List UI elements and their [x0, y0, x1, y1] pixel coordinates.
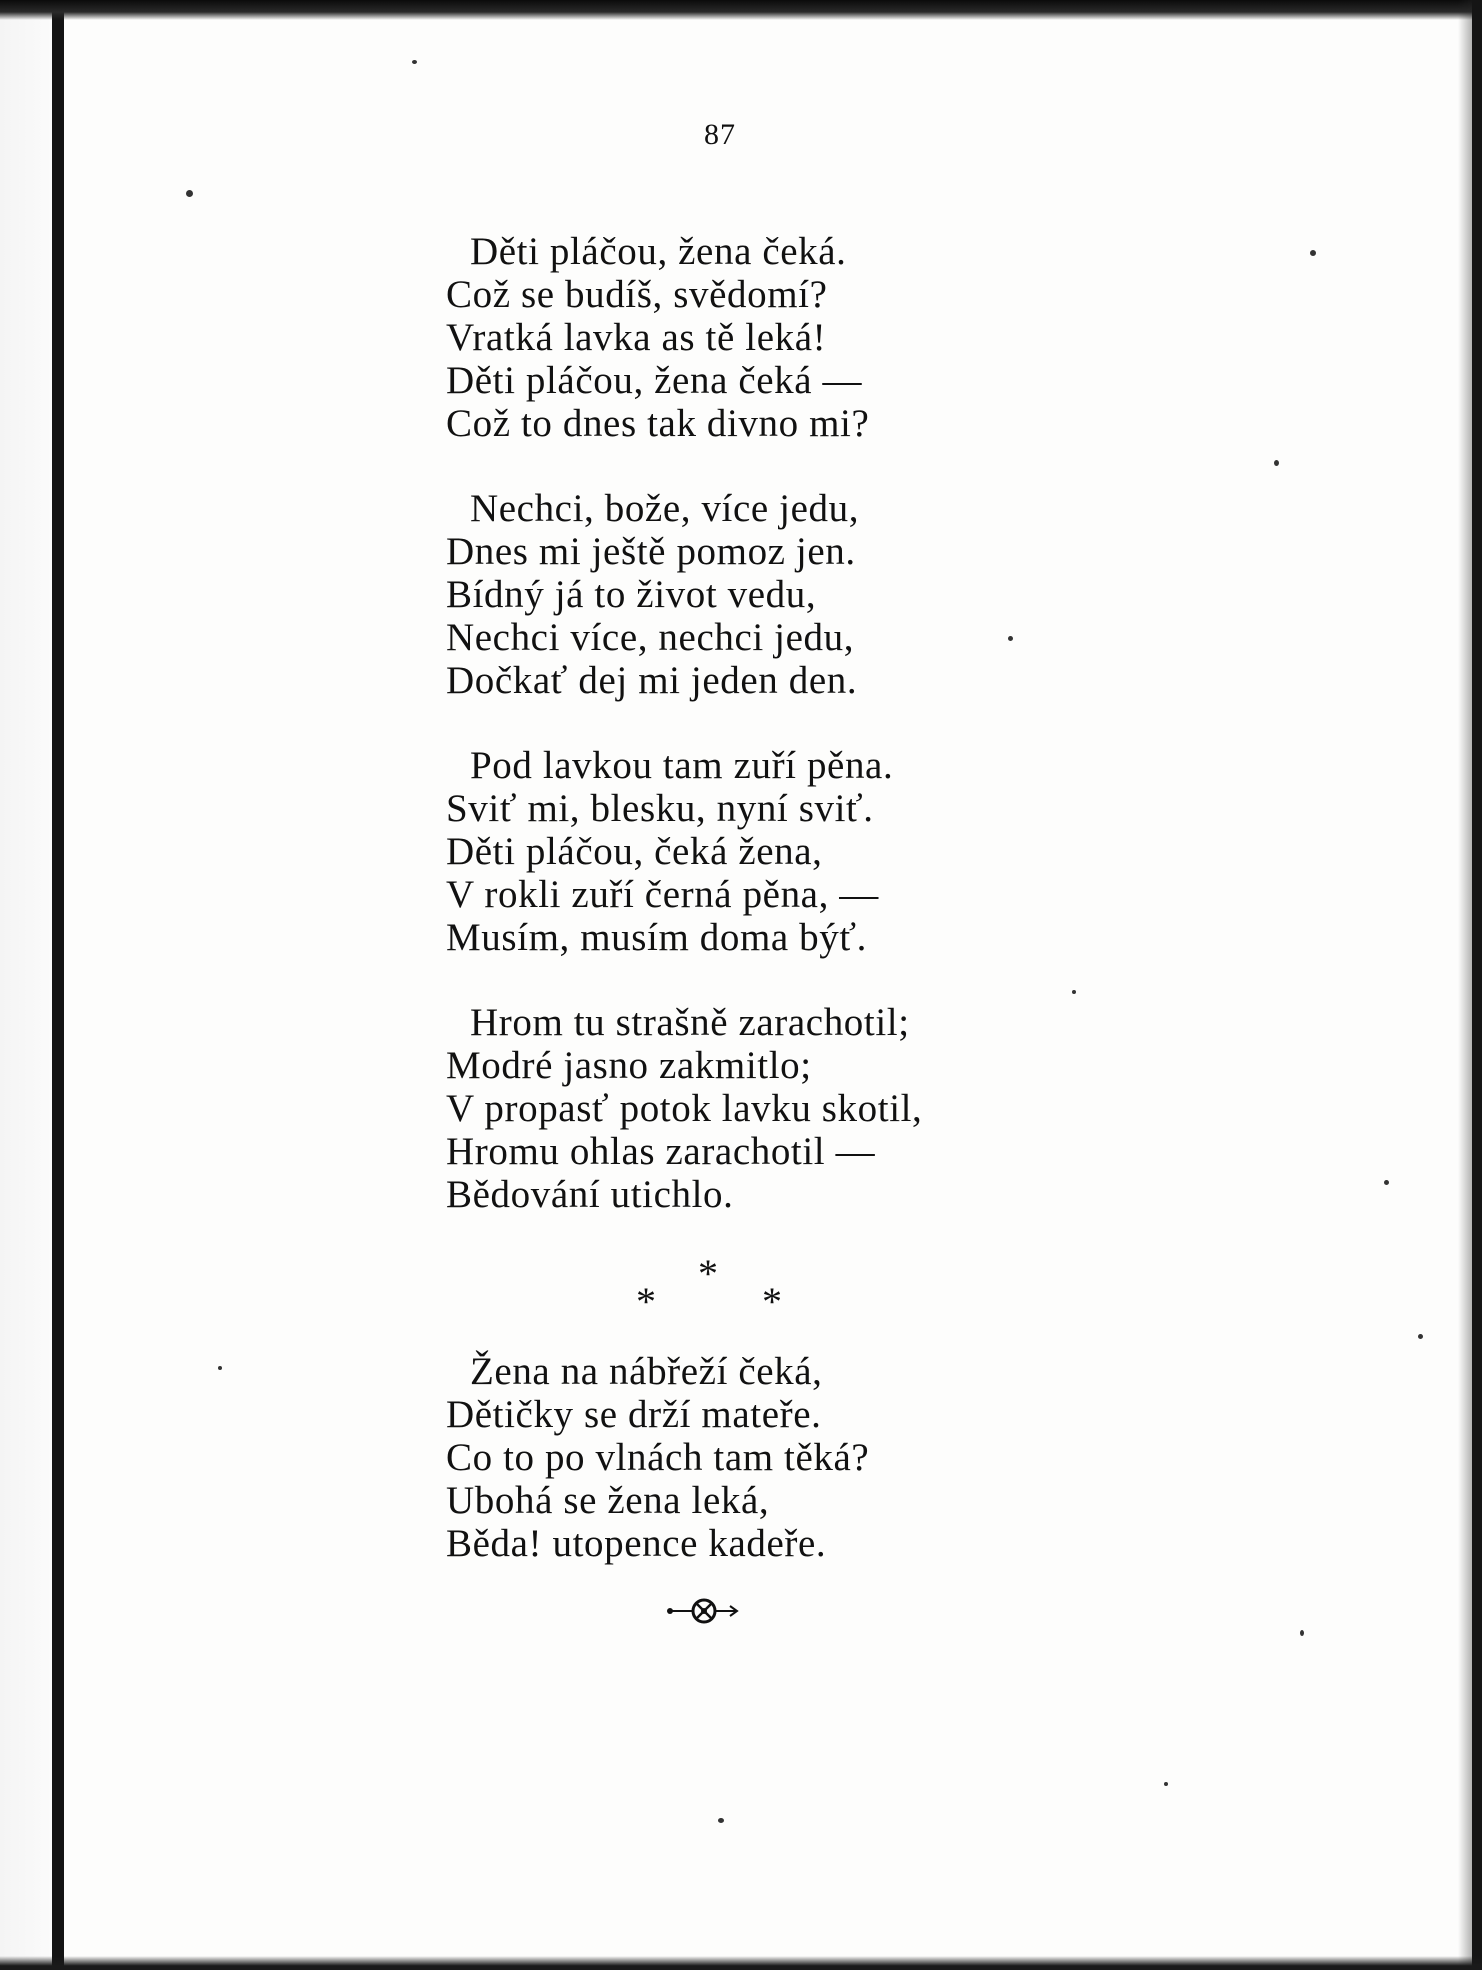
- scan-speck: [1418, 1334, 1423, 1339]
- scan-speck: [718, 1818, 724, 1823]
- poem-line: V propasť potok lavku skotil,: [446, 1087, 923, 1130]
- scan-speck: [412, 60, 417, 64]
- poem-line: Běda! utopence kadeře.: [446, 1522, 827, 1565]
- top-scan-border: [0, 0, 1482, 20]
- scan-speck: [218, 1366, 222, 1370]
- stanza-3: [446, 744, 1006, 959]
- rosette-tailpiece-icon: [664, 1596, 744, 1626]
- stanza-1: [446, 230, 1006, 445]
- poem-line: V rokli zuří černá pěna, —: [446, 873, 879, 916]
- poem-line: Hrom tu strašně zarachotil;: [470, 1001, 910, 1044]
- poem-line: Hromu ohlas zarachotil —: [446, 1130, 876, 1173]
- poem: [446, 230, 1006, 1607]
- left-gutter: [0, 0, 52, 1970]
- poem-line: Nechci více, nechci jedu,: [446, 616, 855, 659]
- asterism-divider: [446, 1250, 1006, 1324]
- poem-line: Pod lavkou tam zuří pěna.: [470, 744, 894, 787]
- left-scan-border: [52, 0, 64, 1970]
- poem-line: Co to po vlnách tam těká?: [446, 1436, 870, 1479]
- poem-line: Sviť mi, blesku, nyní sviť.: [446, 787, 874, 830]
- poem-line: Děti pláčou, žena čeká —: [446, 359, 863, 402]
- poem-line: Ubohá se žena leká,: [446, 1479, 770, 1522]
- poem-line: Děti pláčou, čeká žena,: [446, 830, 823, 873]
- poem-line: Žena na nábřeží čeká,: [470, 1350, 823, 1393]
- poem-line: Modré jasno zakmitlo;: [446, 1044, 812, 1087]
- scan-speck: [1072, 990, 1076, 994]
- poem-line: Což to dnes tak divno mi?: [446, 402, 870, 445]
- scan-speck: [1008, 636, 1013, 641]
- poem-line: Což se budíš, svědomí?: [446, 273, 828, 316]
- asterisk: *: [636, 1279, 656, 1324]
- asterisk: *: [762, 1279, 782, 1324]
- stanza-5: [446, 1350, 1006, 1565]
- poem-line: Dětičky se drží mateře.: [446, 1393, 822, 1436]
- scan-speck: [186, 190, 193, 197]
- poem-line: Musím, musím doma býť.: [446, 916, 867, 959]
- poem-line: Nechci, bože, více jedu,: [470, 487, 860, 530]
- poem-line: Dočkať dej mi jeden den.: [446, 659, 858, 702]
- right-scan-border: [1472, 0, 1482, 1970]
- poem-line: Bídný já to život vedu,: [446, 573, 817, 616]
- scan-speck: [1164, 1782, 1168, 1786]
- stanza-2: [446, 487, 1006, 702]
- scan-speck: [1384, 1180, 1389, 1185]
- bottom-scan-border: [0, 1956, 1482, 1970]
- scan-speck: [1310, 250, 1316, 256]
- poem-line: Děti pláčou, žena čeká.: [470, 230, 847, 273]
- right-shadow: [1458, 0, 1472, 1970]
- scan-speck: [1274, 460, 1279, 466]
- scan-speck: [1300, 1630, 1304, 1636]
- page-number: 87: [704, 118, 736, 151]
- poem-line: Dnes mi ještě pomoz jen.: [446, 530, 856, 573]
- asterisk: *: [698, 1251, 718, 1296]
- poem-line: Bědování utichlo.: [446, 1173, 734, 1216]
- poem-line: Vratká lavka as tě leká!: [446, 316, 827, 359]
- stanza-4: [446, 1001, 1006, 1216]
